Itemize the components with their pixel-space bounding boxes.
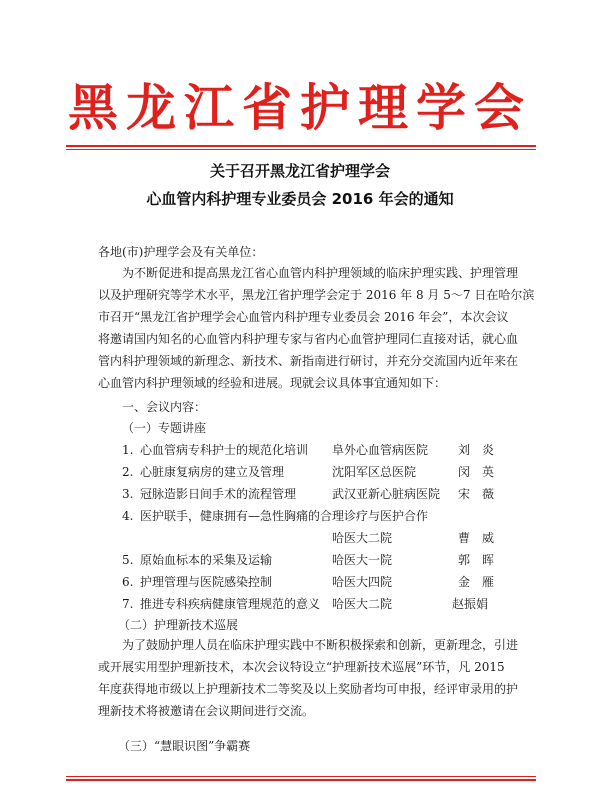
lecture-topic: 心脏康复病房的建立及管理 (140, 465, 285, 479)
lecture-speaker: 曹 威 (458, 531, 495, 545)
sub3-heading: （三）“慧眼识图”争霸赛 (118, 739, 251, 753)
lecture-topic: 心血管病专科护士的规范化培训 (140, 443, 309, 457)
lecture-speaker: 闵 英 (458, 465, 495, 479)
sub2-heading: （二）护理新技术巡展 (118, 618, 239, 632)
letterhead-rule-bottom (66, 779, 536, 781)
lecture-num: 7. (122, 597, 134, 611)
intro-line: 为不断促进和提高黑龙江省心血管内科护理领域的临床护理实践、护理管理 (122, 266, 519, 280)
intro-paragraph (98, 262, 535, 394)
intro-line: 管内科护理领域的新理念、新技术、新指南进行研讨，并充分交流国内近年来在 (98, 354, 519, 368)
intro-line: 市召开“黑龙江省护理学会心血管内科护理专业委员会 2016 年会”，本次会议 (98, 310, 509, 324)
salutation: 各地(市)护理学会及有关单位： (98, 245, 264, 259)
letterhead-rule-top (66, 145, 536, 147)
intro-line: 以及护理研究等学术水平，黑龙江省护理学会定于 2016 年 8 月 5～7 日在哈尔滨 (98, 288, 535, 302)
lecture-speaker: 刘 炎 (458, 443, 495, 457)
lecture-num: 3. (122, 487, 134, 501)
lecture-topic: 医护联手，健康拥有—急性胸痛的合理诊疗与医护合作 (140, 509, 429, 523)
notice-title-line1: 关于召开黑龙江省护理学会 (209, 162, 390, 180)
letterhead-rule-bottom-thin (66, 776, 536, 777)
sub2-line: 年度获得地市级以上护理新技术二等奖及以上奖励者均可申报，经评审录用的护 (98, 682, 519, 696)
lecture-speaker: 宋 薇 (458, 487, 495, 501)
lecture-num: 6. (122, 575, 134, 589)
sub2-line: 理新技术将被邀请在会议期间进行交流。 (98, 704, 315, 718)
lecture-num: 4. (122, 509, 134, 523)
sub2-line: 为了鼓励护理人员在临床护理实践中不断积极探索和创新，更新理念，引进 (122, 638, 519, 652)
letterhead-rule-top-thin (66, 149, 536, 150)
lecture-hospital: 哈医大四院 (332, 575, 393, 589)
lecture-num: 2. (122, 465, 134, 479)
lecture-topic: 原始血标本的采集及运输 (140, 553, 273, 567)
sub1-heading: （一）专题讲座 (122, 421, 207, 435)
lecture-hospital: 哈医大二院 (332, 531, 393, 545)
letterhead-title: 黑龙江省护理学会 (68, 78, 532, 137)
intro-line: 将邀请国内知名的心血管内科护理专家与省内心血管护理同仁直接对话，就心血 (98, 332, 519, 346)
notice-title-line2: 心血管内科护理专业委员会 2016 年会的通知 (146, 190, 454, 208)
lecture-hospital: 哈医大一院 (332, 553, 393, 567)
lecture-hospital: 沈阳军区总医院 (332, 465, 417, 479)
sub2-paragraph (98, 634, 518, 722)
section1-heading: 一、会议内容： (122, 400, 207, 414)
lecture-hospital: 阜外心血管病医院 (332, 443, 429, 457)
lecture-topic: 推进专科疾病健康管理规范的意义 (140, 597, 321, 611)
lecture-speaker: 郭 晖 (458, 553, 495, 567)
lecture-num: 5. (122, 553, 134, 567)
sub2-line: 或开展实用型护理新技术，本次会议特设立“护理新技术巡展”环节，凡 2015 (98, 660, 505, 674)
lecture-topic: 护理管理与医院感染控制 (140, 575, 273, 589)
lecture-num: 1. (122, 443, 134, 457)
lecture-hospital: 哈医大二院 (332, 597, 393, 611)
lecture-speaker: 金 雁 (458, 575, 495, 589)
lecture-hospital: 武汉亚新心脏病医院 (332, 487, 441, 501)
intro-line: 心血管内科护理领域的经验和进展。现就会议具体事宜通知如下： (98, 376, 447, 390)
lecture-speaker: 赵振娟 (452, 597, 489, 611)
lecture-topic: 冠脉造影日间手术的流程管理 (140, 487, 297, 501)
